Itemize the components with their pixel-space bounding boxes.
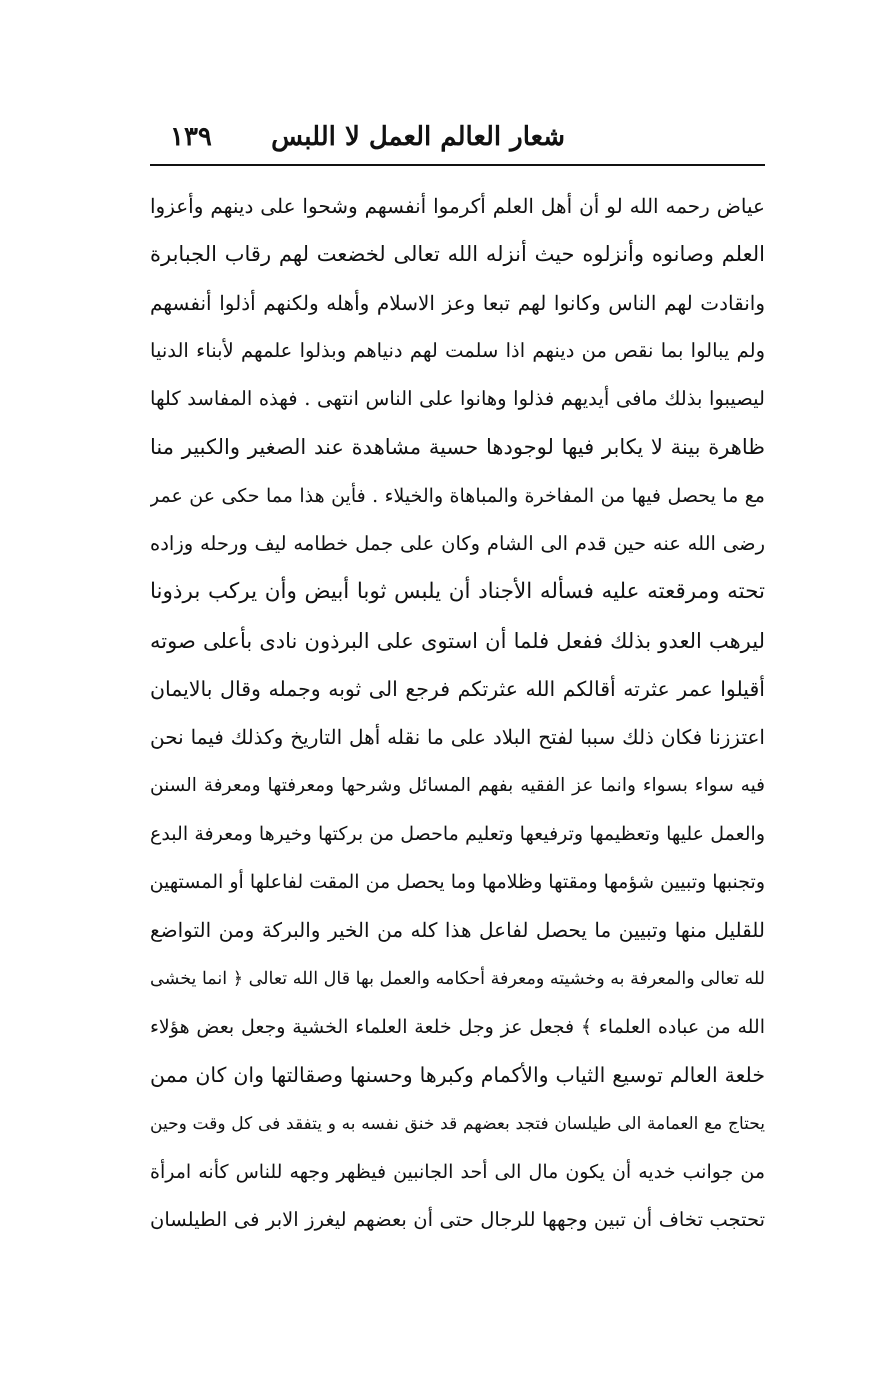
text-line: مع ما يحصل فيها من المفاخرة والمباهاة والخيلاء . فأين هذا مما حكى عن عمر <box>150 484 765 507</box>
text-line: وتجنبها وتبيين شؤمها ومقتها وظلامها وما يحصل من المقت لفاعلها أو المستهين <box>150 871 765 894</box>
text-line: خلعة العالم توسيع الثياب والأكمام وكبرها وحسنها وصقالتها وان كان ممن <box>150 1063 765 1088</box>
text-line: ليصيبوا بذلك مافى أيديهم فذلوا وهانوا على الناس انتهى . فهذه المفاسد كلها <box>150 387 765 411</box>
text-line: للقليل منها وتبيين ما يحصل لفاعل هذا كله من الخير والبركة ومن التواضع <box>150 918 765 943</box>
text-line: رضى الله عنه حين قدم الى الشام وكان على جمل خطامه ليف ورحله وزاده <box>150 532 765 556</box>
page-number: ١٣٩ <box>170 122 212 152</box>
header-rule <box>150 164 765 166</box>
text-line: تحته ومرقعته عليه فسأله الأجناد أن يلبس ثوبا أبيض وأن يركب برذونا <box>150 579 765 605</box>
text-line: لله تعالى والمعرفة به وخشيته ومعرفة أحكامه والعمل بها قال الله تعالى ﴿ انما يخشى <box>150 968 765 989</box>
text-line: فيه سواء بسواء وانما عز الفقيه بفهم المسائل وشرحها ومعرفتها ومعرفة السنن <box>150 774 765 796</box>
page-header <box>150 118 765 162</box>
text-line: ولم يبالوا بما نقص من دينهم اذا سلمت لهم دنياهم وبذلوا علمهم لأبناء الدنيا <box>150 338 765 362</box>
text-line: وانقادت لهم الناس وكانوا لهم تبعا وعز الاسلام وأهله ولكنهم أذلوا أنفسهم <box>150 290 765 315</box>
running-title: شعار العالم العمل لا اللبس <box>271 122 565 152</box>
text-line: ظاهرة بينة لا يكابر فيها لوجودها حسية مشاهدة عند الصغير والكبير منا <box>150 435 765 460</box>
text-line: عياض رحمه الله لو أن أهل العلم أكرموا أنفسهم وشحوا على دينهم وأعزوا <box>150 194 765 218</box>
text-line: اعتززنا فكان ذلك سببا لفتح البلاد على ما نقله أهل التاريخ وكذلك فيما نحن <box>150 725 765 750</box>
text-line: يحتاج مع العمامة الى طيلسان فتجد بعضهم قد خنق نفسه به و يتفقد فى كل وقت وحين <box>150 1113 765 1134</box>
text-line: العلم وصانوه وأنزلوه حيث أنزله الله تعالى لخضعت لهم رقاب الجبابرة <box>150 242 765 267</box>
text-line: من جوانب خديه أن يكون مال الى أحد الجانبين فيظهر وجهه للناس كأنه امرأة <box>150 1160 765 1183</box>
text-line: تحتجب تخاف أن تبين وجهها للرجال حتى أن بعضهم ليغرز الابر فى الطيلسان <box>150 1208 765 1232</box>
body-text <box>150 182 765 1245</box>
text-line: ليرهب العدو بذلك ففعل فلما أن استوى على البرذون نادى بأعلى صوته <box>150 628 765 653</box>
text-line: أقيلوا عمر عثرته أقالكم الله عثرتكم فرجع الى ثوبه وجمله وقال بالايمان <box>150 676 765 701</box>
text-line: والعمل عليها وتعظيمها وترفيعها وتعليم ماحصل من بركتها وخيرها ومعرفة البدع <box>150 822 765 845</box>
text-line: الله من عباده العلماء ﴾ فجعل عز وجل خلعة العلماء الخشية وجعل بعض هؤلاء <box>150 1016 765 1039</box>
